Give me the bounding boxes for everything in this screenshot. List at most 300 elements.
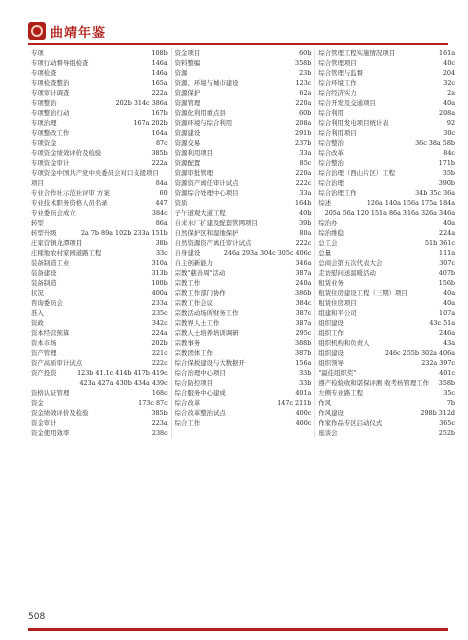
entry-term: 组织机构和负责人 [318,339,370,347]
entry-pages: 39b [299,219,312,227]
header-rule [28,43,448,45]
index-entry [175,168,312,178]
index-entry [318,308,455,318]
index-entry [318,268,455,278]
index-entry [318,348,455,358]
index-entry [31,148,168,158]
index-entry [31,348,168,358]
entry-pages: 232a 397c [421,359,456,367]
entry-pages: 126a 140a 156a 175a 184a [366,199,456,207]
entry-term: 综合整治 [318,159,344,167]
index-entry [318,188,455,198]
index-entry [175,88,312,98]
index-entry [31,358,168,368]
index-entry [175,388,312,398]
entry-pages: 313b [151,269,168,277]
entry-pages: 156a [295,359,312,367]
entry-pages: 222c [151,359,168,367]
entry-pages: 365c [439,419,456,427]
index-entry [175,128,312,138]
index-entry [318,138,455,148]
index-entry [318,208,455,218]
entry-term: 资金绩效评价及检验 [31,409,89,417]
entry-pages: 146a [151,59,168,67]
index-entry [31,268,168,278]
entry-term: 子午道观大道工程 [174,209,226,217]
entry-term: 综治维稳 [318,229,344,237]
entry-pages: 33a [299,189,312,197]
entry-term: 综合防控项目 [174,379,214,387]
index-entry [175,228,312,238]
entry-pages: 33b [299,379,312,387]
index-entry [318,328,455,338]
entry-term: 装备建设 [31,269,57,277]
entry-term: 宗教人士培养培训调研 [174,329,239,337]
entry-pages: 38b [155,239,168,247]
index-entry [31,398,168,408]
entry-pages: 291b [295,129,312,137]
entry-term: 综合整治 [318,139,344,147]
index-entry [318,58,455,68]
index-entry [175,298,312,308]
entry-pages: 23b [299,69,312,77]
entry-pages: 386b [295,289,312,297]
entry-pages: 34b 35c 36a [415,189,456,197]
entry-pages: 220a [295,169,312,177]
entry-pages: 385b [151,149,168,157]
index-entry [175,138,312,148]
entry-pages: 246a [439,329,456,337]
entry-term: 座谈会 [318,429,338,437]
index-entry [175,418,312,428]
entry-term: 资源交易 [174,139,201,147]
index-entry [175,308,312,318]
entry-pages: 100b [151,279,168,287]
index-entry [31,128,168,138]
index-entry [31,288,168,298]
entry-pages: 224a [151,329,168,337]
entry-pages: 387b [295,349,312,357]
entry-term: 资源配置 [174,159,201,167]
entry-pages: 358b [438,379,456,387]
entry-term: 遵产检验收和诺保评测 收考核管理工作 [318,379,430,387]
entry-pages: 246c 255b 302a 406a [384,349,456,357]
entry-pages: 222c [295,179,312,187]
entry-pages: 346a [295,259,312,267]
entry-term: 资质 [174,199,188,207]
index-entry [31,228,168,238]
index-entry [175,218,312,228]
index-entry [175,108,312,118]
entry-pages: 400c [295,409,312,417]
entry-pages: 240a [295,279,312,287]
index-entry [31,108,168,118]
entry-pages: 85c [299,159,312,167]
index-entry [318,388,455,398]
entry-term: 资源综合处理中心项目 [174,189,239,197]
entry-pages: 80a [299,229,312,237]
entry-pages: 387a [295,269,312,277]
entry-pages: 164b [295,199,312,207]
index-entry [318,98,455,108]
entry-pages: 173c 87c [138,399,168,407]
entry-term: 专项资金中国共产党中央委员会对口支援项目 [31,169,159,177]
entry-term: 资源 [174,69,188,77]
entry-term: 宗教"慈善周"活动 [174,269,226,277]
entry-pages: 87c [155,139,168,147]
index-entry [175,98,312,108]
entry-term: 资产高质审计试点 [31,359,83,367]
index-entry [31,298,168,308]
entry-pages: 62a [299,89,312,97]
entry-term: 庄稼地农村家园道路工程 [31,249,102,257]
entry-term: 综合利用 [318,109,344,117]
index-column [171,48,315,438]
entry-pages: 43a [443,339,456,347]
entry-pages: 224a [439,229,456,237]
entry-term: 左侧专业路工程 [318,389,364,397]
index-entry [318,178,455,188]
index-entry [175,318,312,328]
entry-pages: 161a [439,49,456,57]
index-entry [318,218,455,228]
entry-term: 综合工作 [174,419,201,427]
index-entry [175,348,312,358]
entry-pages: 387a [295,319,312,327]
entry-pages: 208a [439,109,456,117]
entry-term: 综合利用项目 [318,129,357,137]
entry-pages: 167a 202b [133,119,168,127]
index-entry [31,388,168,398]
index-entry [31,258,168,268]
entry-term: 资源保护 [174,89,201,97]
index-entry [318,148,455,158]
entry-term: 装备制造 [31,279,57,287]
entry-term: 自然保护区和湿地保护 [174,229,239,237]
index-entry [318,418,455,428]
index-entry [175,148,312,158]
logo-icon [28,22,46,40]
entry-pages: 204 [442,69,456,77]
entry-pages: 60 [159,189,168,197]
index-entry [318,358,455,368]
index-entry [318,278,455,288]
entry-pages: 390b [438,179,456,187]
entry-term: 资本经营预算 [31,329,70,337]
entry-term: 资源审批管理 [174,169,214,177]
entry-pages: 123b 41.1c 414b 417b 419c [77,369,168,377]
entry-pages [166,168,168,178]
index-entry [318,228,455,238]
index-entry [31,218,168,228]
index-entry [31,318,168,328]
entry-pages: 40a [443,289,456,297]
footer-rule [28,628,448,631]
index-entry [318,48,455,58]
entry-pages: 51b 361c [424,239,456,247]
entry-term: 作风 [318,399,332,407]
entry-pages: 385b [151,409,168,417]
entry-pages: 33a [299,149,312,157]
entry-pages: 387c [295,309,312,317]
index-entry [175,368,312,378]
entry-pages: 168c [151,389,168,397]
entry-term: 宗教工作 [174,279,201,287]
entry-term: 资料整编 [174,59,201,67]
entry-term: 资金使用效率 [31,429,70,437]
index-entry [175,78,312,88]
entry-term: 综合管理与监督 [318,69,364,77]
index-entry [318,168,455,178]
index-entry [31,328,168,338]
page-number: 508 [28,612,46,622]
entry-term: 组建和平公司 [318,309,357,317]
entry-pages: 246a 293a 304c 305c 406c [223,249,312,257]
index-entry [175,258,312,268]
index-entry [31,248,168,258]
entry-term: 专项治理 [31,119,57,127]
index-entry [318,128,455,138]
index-entry [175,238,312,248]
entry-term: 作风建设 [318,409,344,417]
index-entry [31,178,168,188]
entry-term: 资政 [31,319,44,327]
entry-pages: 384c [295,299,312,307]
entry-pages: 384c [151,209,168,217]
entry-term: 准入 [31,309,44,317]
entry-pages: 310a [151,259,168,267]
index-entry [318,408,455,418]
entry-term: 综合保税建设与大数据开 [174,359,245,367]
header-title: 曲靖年鉴 [50,25,107,41]
index-entry [175,188,312,198]
index-entry [175,398,312,408]
entry-term: 自主创新能力 [174,259,214,267]
entry-term: 资源资产离任审计试点 [174,179,239,187]
entry-term: 总量 [318,249,332,257]
entry-pages: 84c [443,149,456,157]
index-entry [31,158,168,168]
entry-term: 综合改革 [318,149,344,157]
entry-term: 资金审计 [31,419,57,427]
entry-pages: 35c [443,389,456,397]
entry-term: 专项资金审计 [31,159,70,167]
index-entry [31,368,168,378]
entry-pages: 401a [295,389,312,397]
entry-pages: 223a [151,419,168,427]
entry-term: 专项资金绩效评价及检验 [31,149,102,157]
entry-term: 资源、环境与城市建设 [174,79,239,87]
entry-pages: 358b [295,59,312,67]
entry-pages: 342c [151,319,168,327]
index-entry [175,158,312,168]
entry-term: 宗教界人士工作 [174,319,220,327]
entry-term: 总商会第五次代表大会 [318,259,383,267]
index-entry [175,328,312,338]
entry-term: 宗教工作会议 [174,299,214,307]
entry-term: 综合改革整治试点 [174,409,226,417]
index-entry [318,248,455,258]
entry-pages: 7b [446,399,456,407]
index-entry [31,138,168,148]
entry-pages: 33b [299,369,312,377]
entry-term: 宗教团体工作 [174,349,214,357]
index-entry [31,408,168,418]
index-entry [318,238,455,248]
entry-term: 专业合作社示范社评审 方案 [31,189,110,197]
index-entry [318,88,455,98]
index-entry [175,248,312,258]
entry-pages: 400a [151,289,168,297]
index-entry [318,78,455,88]
entry-pages: 33c [155,249,168,257]
entry-pages: 84a [155,179,168,187]
entry-pages: 43c 51a [429,319,456,327]
entry-term: 装备制造工业 [31,259,70,267]
entry-term: 走访慰问送温暖活动 [318,269,376,277]
entry-term: 资金项目 [174,49,201,57]
entry-pages: 388b [295,339,312,347]
index-entry [318,298,455,308]
entry-pages: 2a 7b 89a 102b 233a 151b [80,229,168,237]
index-entry [318,68,455,78]
entry-pages: 235c [151,309,168,317]
index-entry [175,208,312,218]
entry-pages: 108b [151,49,168,57]
entry-term: 自来水厂扩建及配套管网项目 [174,219,258,227]
entry-term: 资源环境与综合利用 [174,119,233,127]
entry-term: 项目 [31,179,44,187]
entry-term: 资源建设 [174,129,201,137]
entry-term: 转型 [31,219,44,227]
entry-term: 专项行动督导组检查 [31,59,89,67]
index-entry [31,188,168,198]
entry-pages: 222a [151,89,168,97]
entry-pages: 30c [443,129,456,137]
entry-term: 组织建设 [318,319,344,327]
index-entry [31,208,168,218]
index-entry [318,378,455,388]
index-entry [175,198,312,208]
index-entry [318,368,455,378]
entry-term: 专项检查 [31,69,57,77]
entry-term: 综合经济实力 [318,89,357,97]
entry-term: 宗教活动场所财务工作 [174,309,239,317]
entry-term: 资产管理 [31,349,57,357]
index-entry [175,358,312,368]
entry-term: 专项资金 [31,139,57,147]
entry-term: 资格认证管理 [31,389,70,397]
entry-pages: 86a [155,219,168,227]
index-entry [175,378,312,388]
entry-term: 资源利用项目 [174,149,214,157]
entry-pages: 36c 38a 58b [415,139,456,147]
entry-pages: 238c [151,429,168,437]
entry-term: 综合管理工程实施情况项目 [318,49,396,57]
index-entry [175,118,312,128]
index-entry [31,88,168,98]
entry-term: 专项审计调查 [31,89,70,97]
entry-pages: 221c [151,349,168,357]
entry-term: 综合治理中心项目 [174,369,226,377]
index-entry [318,108,455,118]
entry-pages: 147c 211b [277,399,312,407]
entry-term: 租赁住房项目 [318,299,357,307]
entry-pages: 407b [438,269,456,277]
entry-pages: 298b 312d [420,409,456,417]
entry-pages: 107a [439,309,456,317]
index-entry [318,428,455,438]
entry-term: 资源化利用重点县 [174,109,226,117]
entry-term: 专项整治行动 [31,109,70,117]
index-entry [318,198,455,208]
index-entry [175,178,312,188]
index-entry [31,98,168,108]
entry-pages: 40c [443,59,456,67]
entry-pages: 252b [438,429,456,437]
index-entry [31,418,168,428]
index-entry [31,308,168,318]
index-entry [31,118,168,128]
entry-pages: 156b [438,279,456,287]
index-entry [175,48,312,58]
entry-pages: 167b [151,109,168,117]
entry-pages: 40a [443,299,456,307]
index-entry [175,278,312,288]
entry-pages: 35b [442,169,456,177]
entry-term: 宗教工作部门协作 [174,289,226,297]
index-entry [318,288,455,298]
index-entry [175,268,312,278]
entry-pages: 123c [295,79,312,87]
entry-pages: 171b [438,159,456,167]
entry-pages: 164a [151,129,168,137]
index-entry [318,258,455,268]
entry-pages: 40a [443,99,456,107]
entry-term: 综合开发及交通项目 [318,99,376,107]
entry-term: 宗教事务 [174,339,201,347]
index-entry [318,158,455,168]
entry-term: 转型升级 [31,229,57,237]
entry-term: 总工会 [318,239,338,247]
entry-pages: 40b [299,209,312,217]
entry-pages: 165a [151,79,168,87]
entry-term: 自身建设 [174,249,201,257]
entry-pages: 222a [151,159,168,167]
entry-term: 综述 [318,199,332,207]
index-entry [31,378,168,388]
index-entry [175,408,312,418]
index-entry [31,338,168,348]
entry-term: 综合治理（西山片区）工程 [318,169,396,177]
index-entry [175,338,312,348]
index-entry [31,198,168,208]
entry-pages: 447 [155,199,168,207]
index-entry [175,68,312,78]
index-entry [175,58,312,68]
entry-pages: 40a [443,219,456,227]
entry-pages: 208a [295,119,312,127]
entry-term: 综合治理工作 [318,189,357,197]
entry-term: 资本市场 [31,339,57,347]
index-column [28,48,171,438]
entry-term: 专业委员会成立 [31,209,76,217]
entry-term: 专项 [31,49,44,57]
entry-term: "最佳组织奖" [318,369,357,377]
entry-pages: 32c [443,79,456,87]
entry-pages: 222c [295,239,312,247]
entry-pages: 202b [151,339,168,347]
